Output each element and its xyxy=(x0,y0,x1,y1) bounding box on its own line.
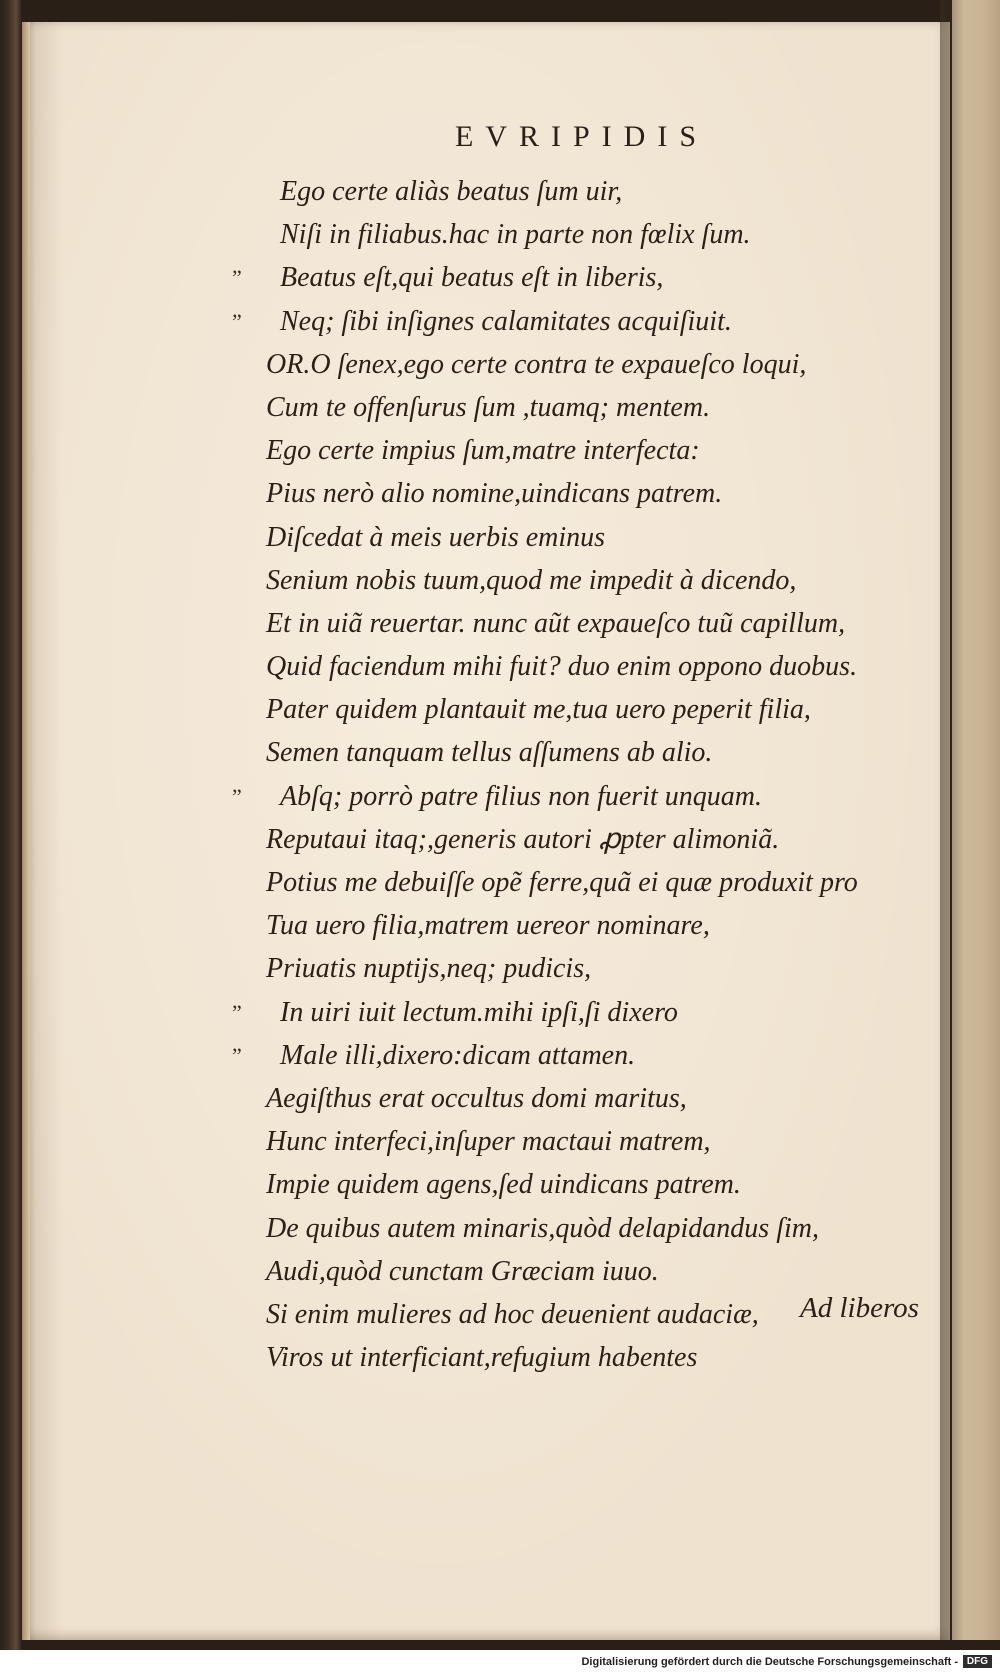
funding-credit: Digitalisierung gefördert durch die Deutsche Forschungsgemeinschaft - xyxy=(581,1656,958,1668)
verse-text: Hunc interfeci,inſuper mactaui matrem, xyxy=(266,1126,711,1158)
verse-line xyxy=(0,256,1000,299)
verse-line xyxy=(0,170,1000,213)
verse-line xyxy=(0,645,1000,688)
verse-lines xyxy=(0,170,1000,1379)
verse-text: Niſi in filiabus.hac in parte non fœlix ſum. xyxy=(280,219,751,251)
quote-mark: ” xyxy=(232,1042,244,1068)
verse-line xyxy=(0,559,1000,602)
running-head: EVRIPIDIS xyxy=(455,120,709,153)
verse-text: Diſcedat à meis uerbis eminus xyxy=(266,521,606,553)
verse-line xyxy=(0,991,1000,1034)
dfg-logo: DFG xyxy=(963,1655,992,1668)
verse-text: Si enim mulieres ad hoc deuenient audaciæ, xyxy=(266,1298,759,1330)
verse-text: Impie quidem agens,ſed uindicans patrem. xyxy=(266,1169,741,1201)
verse-line xyxy=(0,1250,1000,1293)
verse-line xyxy=(0,429,1000,472)
catchword: Ad liberos xyxy=(800,1292,919,1324)
verse-line xyxy=(0,861,1000,904)
quote-mark: ” xyxy=(232,999,244,1025)
verse-line xyxy=(0,386,1000,429)
verse-text: Quid faciendum mihi fuit? duo enim oppono duobus. xyxy=(266,651,858,683)
verse-line xyxy=(0,688,1000,731)
verse-text: Potius me debuiſſe opẽ ferre,quã ei quæ produxit pro xyxy=(266,867,858,898)
verse-line xyxy=(0,1163,1000,1206)
verse-text: Viros ut interficiant,refugium habentes xyxy=(266,1342,698,1374)
verse-text: Semen tanquam tellus aſſumens ab alio. xyxy=(266,737,713,769)
verse-text: Priuatis nuptijs,neq; pudicis, xyxy=(266,953,592,985)
verse-text: Beatus eſt,qui beatus eſt in liberis, xyxy=(280,262,664,294)
verse-line xyxy=(0,731,1000,774)
verse-line xyxy=(0,947,1000,990)
verse-line xyxy=(0,818,1000,861)
quote-mark: ” xyxy=(232,783,244,809)
quote-mark: ” xyxy=(232,308,244,334)
verse-line xyxy=(0,602,1000,645)
quote-mark: ” xyxy=(232,265,244,291)
verse-text: Ego certe impius ſum,matre interfecta: xyxy=(266,435,700,467)
verse-text: Et in uiã reuertar. nunc aũt expaueſco tuũ capillum, xyxy=(266,607,846,639)
verse-line xyxy=(0,343,1000,386)
verse-line xyxy=(0,1077,1000,1120)
verse-line xyxy=(0,1120,1000,1163)
verse-text: In uiri iuit lectum.mihi ipſi,ſi dixero xyxy=(280,996,678,1028)
verse-line xyxy=(0,775,1000,818)
verse-line xyxy=(0,1207,1000,1250)
verse-text: Neq; ſibi inſignes calamitates acquiſiuit. xyxy=(280,305,732,337)
verse-text: OR.O ſenex,ego certe contra te expaueſco loqui, xyxy=(266,348,807,380)
verse-text: Cum te offenſurus ſum ,tuamq; mentem. xyxy=(266,391,711,423)
verse-text: Pater quidem plantauit me,tua uero peperit filia, xyxy=(266,694,811,726)
verse-text: Male illi,dixero:dicam attamen. xyxy=(280,1039,636,1071)
verse-text: De quibus autem minaris,quòd delapidandus ſim, xyxy=(266,1212,819,1244)
verse-text: Audi,quòd cunctam Græciam iuuo. xyxy=(266,1255,659,1287)
verse-text: Pius nerò alio nomine,uindicans patrem. xyxy=(266,478,723,510)
verse-line xyxy=(0,1336,1000,1379)
verse-text: Abſq; porrò patre filius non fuerit unquam. xyxy=(280,780,762,812)
verse-line xyxy=(0,904,1000,947)
verse-text: Ego certe aliàs beatus ſum uir, xyxy=(280,176,623,207)
verse-text: Aegiſthus erat occultus domi maritus, xyxy=(266,1082,687,1114)
verse-line xyxy=(0,213,1000,256)
verse-line xyxy=(0,516,1000,559)
verse-text: Reputaui itaq;,generis autori ꝓpter alimoniã. xyxy=(266,823,780,855)
verse-text: Senium nobis tuum,quod me impedit à dicendo, xyxy=(266,564,797,596)
verse-text: Tua uero filia,matrem uereor nominare, xyxy=(266,910,710,942)
verse-line xyxy=(0,300,1000,343)
verse-line xyxy=(0,472,1000,515)
verse-line xyxy=(0,1034,1000,1077)
